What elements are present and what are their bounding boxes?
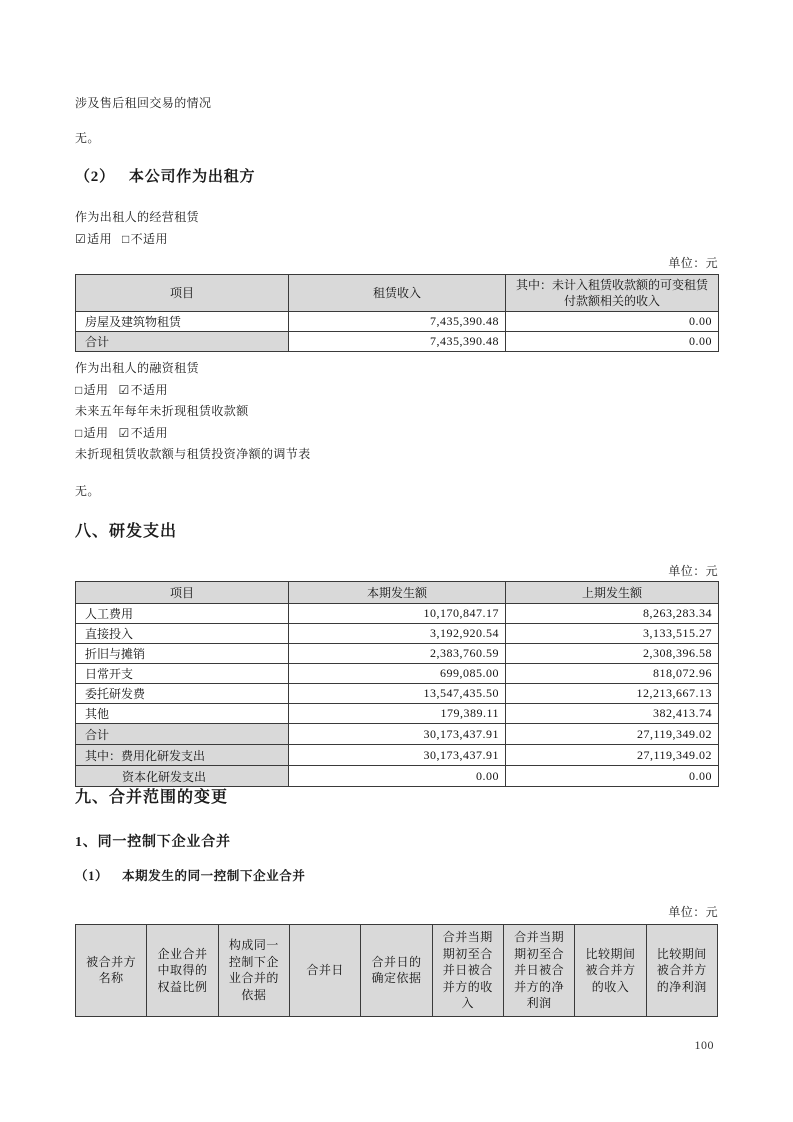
finance-lease-label: 作为出租人的融资租赁 [75,361,200,375]
table-row [76,745,719,766]
table-header-row [76,582,719,604]
unit-label-2: 单位：元 [668,564,718,578]
item-cell: 直接投入 [76,624,289,644]
value-cell: 27,119,349.02 [506,724,719,745]
checkbox-unchecked-icon: □ [121,232,130,246]
item-cell: 房屋及建筑物租赁 [76,312,289,332]
value-cell: 2,383,760.59 [289,644,506,664]
value-cell: 2,308,396.58 [506,644,719,664]
none-text-2: 无。 [75,484,100,498]
applicability-line-operating [75,232,718,247]
header-cell: 合并日的确定依据 [361,925,432,1017]
header-cell: 被合并方名称 [76,925,147,1017]
value-cell: 382,413.74 [506,704,719,724]
table-row [76,624,719,644]
value-cell: 12,213,667.13 [506,684,719,704]
checkbox-checked-icon: ☑ [118,426,130,440]
applicable-label: 适用 [83,383,109,397]
operating-lease-label: 作为出租人的经营租赁 [75,210,200,224]
table-row [76,604,719,624]
value-cell: 699,085.00 [289,664,506,684]
item-cell: 人工费用 [76,604,289,624]
table-header-row [76,275,719,312]
value-cell: 0.00 [506,332,719,352]
item-cell: 委托研发费 [76,684,289,704]
value-cell: 7,435,390.48 [289,312,506,332]
header-cell: 合并当期期初至合并日被合并方的净利润 [503,925,574,1017]
header-cell: 构成同一控制下企业合并的依据 [218,925,289,1017]
header-cell: 比较期间被合并方的收入 [575,925,646,1017]
unit-label-1: 单位：元 [668,256,718,270]
header-cell: 项目 [76,275,289,312]
value-cell: 818,072.96 [506,664,719,684]
heading-title: 本期发生的同一控制下企业合并 [122,869,306,883]
table-row [76,312,719,332]
value-cell: 27,119,349.02 [506,745,719,766]
checkbox-unchecked-icon: □ [75,383,83,397]
applicable-label: 适用 [83,426,109,440]
applicable-label: 适用 [87,232,112,246]
rd-section-heading: 八、研发支出 [75,523,178,540]
item-cell: 其中：费用化研发支出 [76,745,289,766]
header-cell: 比较期间被合并方的净利润 [646,925,717,1017]
item-cell: 日常开支 [76,664,289,684]
header-cell: 合并日 [289,925,360,1017]
table-header-row [76,925,718,1017]
header-cell: 上期发生额 [506,582,719,604]
value-cell: 10,170,847.17 [289,604,506,624]
value-cell: 0.00 [506,312,719,332]
future-five-years-label: 未来五年每年未折现租赁收款额 [75,404,249,418]
item-cell: 资本化研发支出 [76,766,289,787]
item-cell: 其他 [76,704,289,724]
value-cell: 0.00 [506,766,719,787]
checkbox-unchecked-icon: □ [75,426,83,440]
header-cell: 企业合并中取得的权益比例 [147,925,218,1017]
header-cell: 租赁收入 [289,275,506,312]
heading-title: 本公司作为出租方 [128,169,256,185]
table-total-row [76,332,719,352]
rd-expenditure-table [75,581,719,787]
value-cell: 30,173,437.91 [289,724,506,745]
lease-income-table [75,274,719,352]
page-number: 100 [694,1038,714,1052]
item-cell: 合计 [76,724,289,745]
item-cell: 合计 [76,332,289,352]
reconciliation-label: 未折现租赁收款额与租赁投资净额的调节表 [75,447,311,461]
lessor-section-heading [75,170,718,185]
table-row [76,766,719,787]
table-row [76,684,719,704]
not-applicable-label: 不适用 [130,426,168,440]
not-applicable-label: 不适用 [130,383,168,397]
table-row [76,704,719,724]
none-text-1: 无。 [75,131,100,145]
value-cell: 13,547,435.50 [289,684,506,704]
value-cell: 7,435,390.48 [289,332,506,352]
value-cell: 3,192,920.54 [289,624,506,644]
table-total-row [76,724,719,745]
sale-leaseback-title: 涉及售后租回交易的情况 [75,96,212,110]
heading-number: （2） [75,169,115,185]
value-cell: 3,133,515.27 [506,624,719,644]
value-cell: 179,389.11 [289,704,506,724]
merger-sub-sub-heading [75,869,718,884]
header-cell: 其中：未计入租赁收款额的可变租赁付款额相关的收入 [506,275,719,312]
unit-label-3: 单位：元 [668,905,718,919]
applicability-line-future [75,426,718,441]
not-applicable-label: 不适用 [130,232,168,246]
table-row [76,644,719,664]
header-cell: 项目 [76,582,289,604]
value-cell: 0.00 [289,766,506,787]
merger-sub-heading: 1、同一控制下企业合并 [75,835,231,850]
checkbox-checked-icon: ☑ [75,232,87,246]
applicability-line-finance [75,383,718,398]
merger-table [75,924,718,1017]
item-cell: 折旧与摊销 [76,644,289,664]
heading-number: （1） [75,869,109,883]
merger-section-heading: 九、合并范围的变更 [75,789,229,806]
value-cell: 8,263,283.34 [506,604,719,624]
checkbox-checked-icon: ☑ [118,383,130,397]
value-cell: 30,173,437.91 [289,745,506,766]
table-row [76,664,719,684]
header-cell: 合并当期期初至合并日被合并方的收入 [432,925,503,1017]
header-cell: 本期发生额 [289,582,506,604]
